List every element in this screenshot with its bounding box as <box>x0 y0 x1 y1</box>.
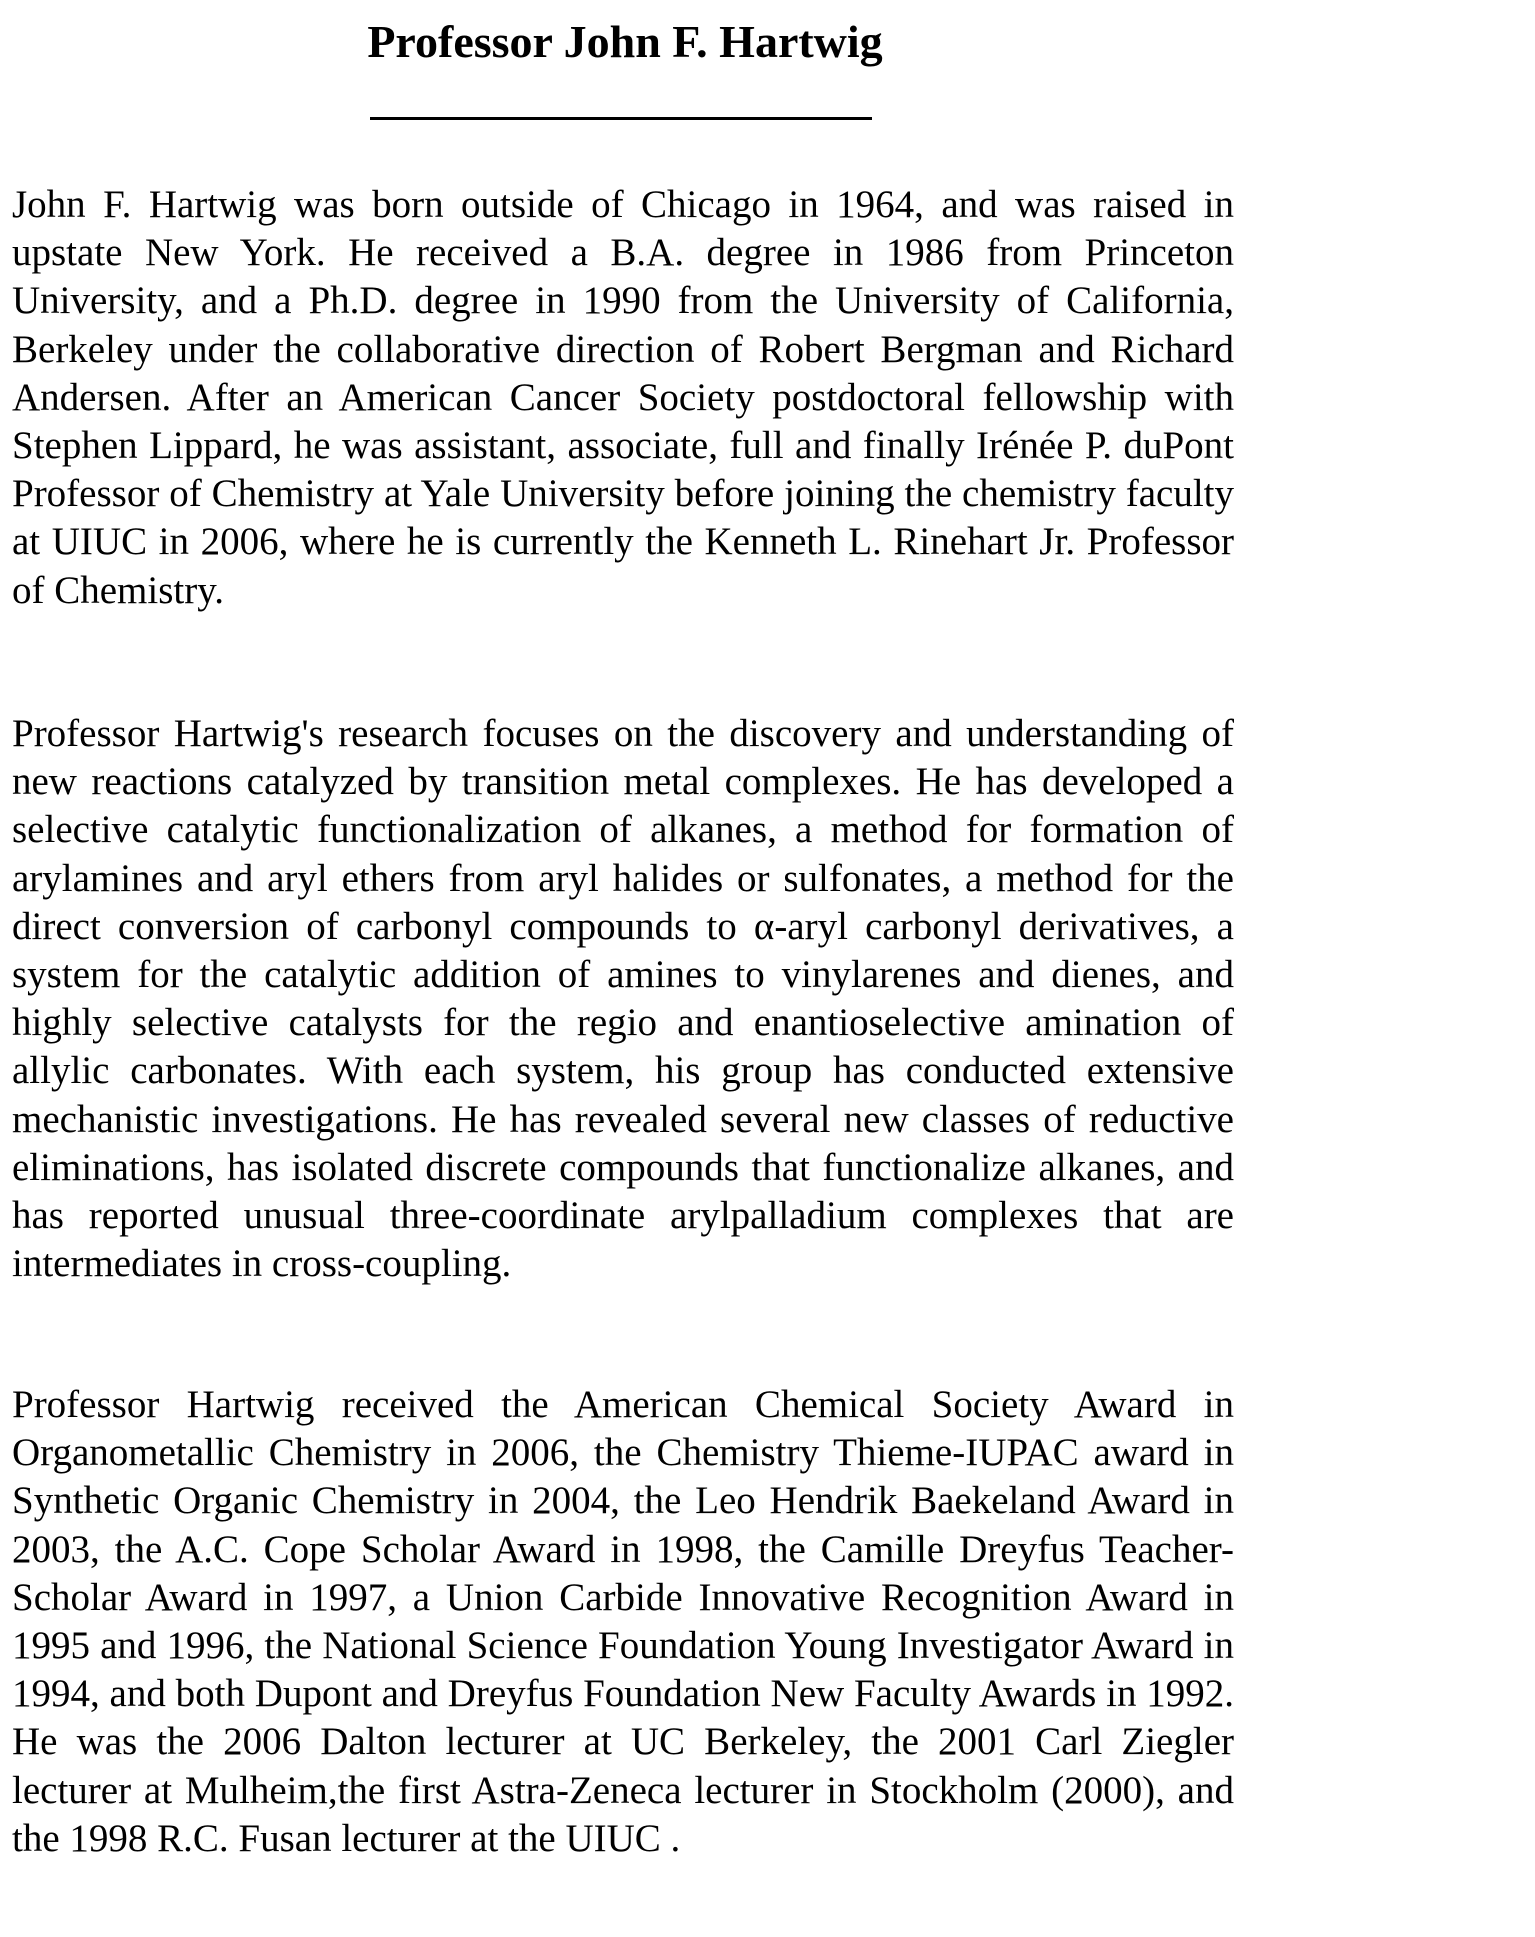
page-title: Professor John F. Hartwig <box>367 16 883 67</box>
paragraph-research: Professor Hartwig's research focuses on the discovery and understanding of new reactions catalyzed by transition metal complexes. He has developed a selective catalytic functionalization of alkanes, a method for formation of arylamines and aryl ethers from aryl halides or sulfonates, a method for the direct conversion of carbonyl compounds to α-aryl carbonyl derivatives, a system for the catalytic addition of amines to vinylarenes and dienes, and highly selective catalysts for the regio and enantioselective amination of allylic carbonates. With each system, his group has conducted extensive mechanistic investigations. He has revealed several new classes of reductive eliminations, has isolated discrete compounds that functionalize alkanes, and has reported unusual three-coordinate arylpalladium complexes that are intermediates in cross-coupling. <box>12 712 1234 1286</box>
paragraph-biography: John F. Hartwig was born outside of Chicago in 1964, and was raised in upstate New York. He received a B.A. degree in 1986 from Princeton University, and a Ph.D. degree in 1990 from the University of California, Berkeley under the collaborative direction of Robert Bergman and Richard Andersen. After an American Cancer Society postdoctoral fellowship with Stephen Lippard, he was assistant, associate, full and finally Irénée P. duPont Professor of Chemistry at Yale University before joining the chemistry faculty at UIUC in 2006, where he is currently the Kenneth L. Rinehart Jr. Professor of Chemistry. <box>12 183 1234 612</box>
paragraph-awards: Professor Hartwig received the American Chemical Society Award in Organometallic Chemistry in 2006, the Chemistry Thieme-IUPAC award in Synthetic Organic Chemistry in 2004, the Leo Hendrik Baekeland Award in 2003, the A.C. Cope Scholar Award in 1998, the Camille Dreyfus Teacher-Scholar Award in 1997, a Union Carbide Innovative Recognition Award in 1995 and 1996, the National Science Foundation Young Investigator Award in 1994, and both Dupont and Dreyfus Foundation New Faculty Awards in 1992. He was the 2006 Dalton lecturer at UC Berkeley, the 2001 Carl Ziegler lecturer at Mulheim,the first Astra-Zeneca lecturer in Stockholm (2000), and the 1998 R.C. Fusan lecturer at the UIUC . <box>12 1383 1234 1860</box>
title-divider <box>370 117 872 120</box>
